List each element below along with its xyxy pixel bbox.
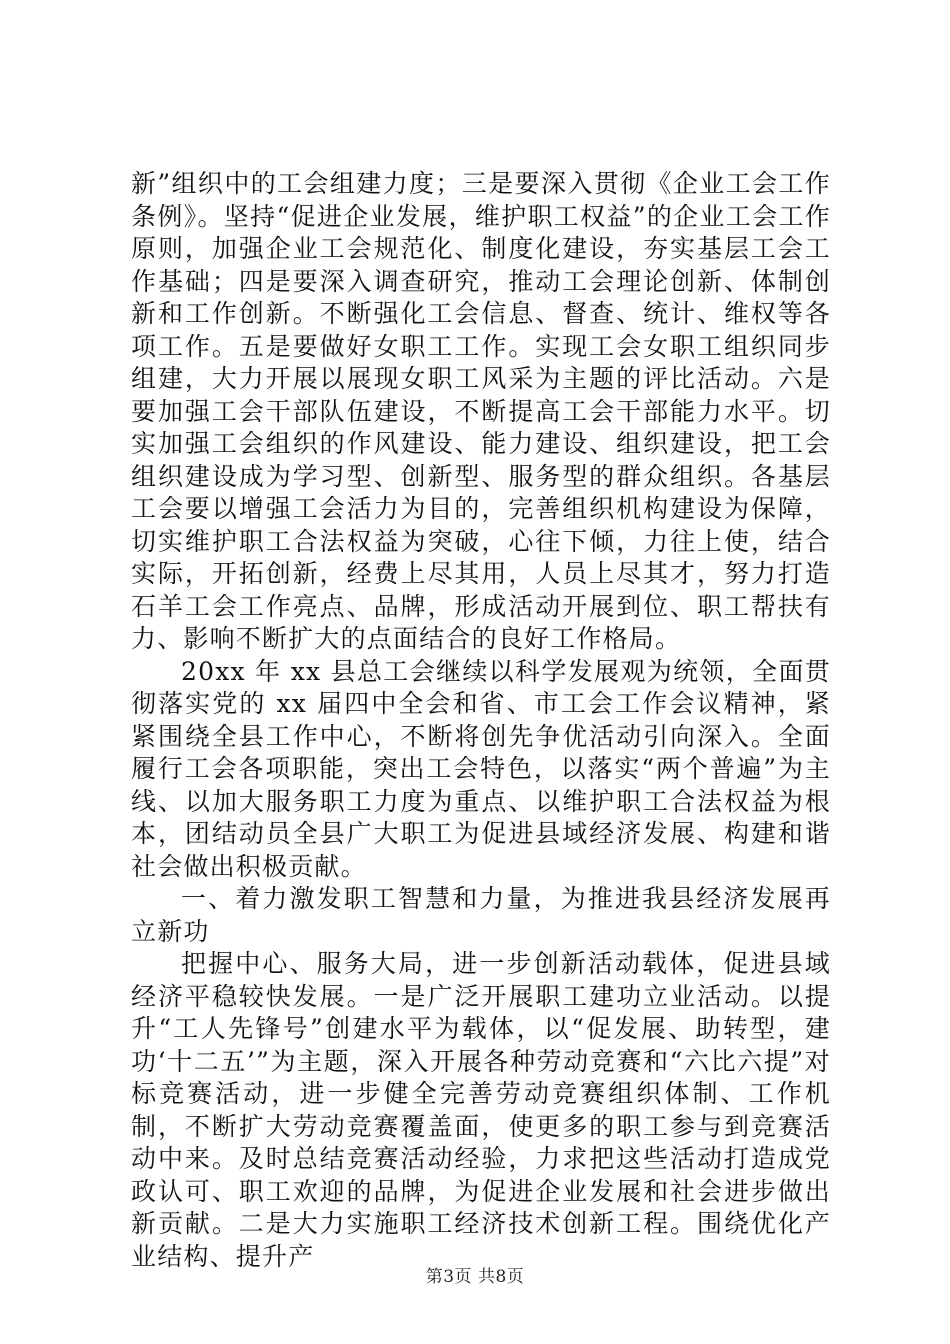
document-body	[131, 168, 831, 1273]
paragraph-continuation: 新”组织中的工会组建力度；三是要深入贯彻《企业工会工作条例》。坚持“促进企业发展，维护职工权益”的企业工会工作原则，加强企业工会规范化、制度化建设，夯实基层工会工作基础；四是要深入调查研究，推动工会理论创新、体制创新和工作创新。不断强化工会信息、督查、统计、维权等各项工作。五是要做好女职工工作。实现工会女职工组织同步组建，大力开展以展现女职工风采为主题的评比活动。六是要加强工会干部队伍建设，不断提高工会干部能力水平。切实加强工会组织的作风建设、能力建设、组织建设，把工会组织建设成为学习型、创新型、服务型的群众组织。各基层工会要以增强工会活力为目的，完善组织机构建设为保障，切实维护职工合法权益为突破，心往下倾，力往上使，结合实际，开拓创新，经费上尽其用，人员上尽其才，努力打造石羊工会工作亮点、品牌，形成活动开展到位、职工帮扶有力、影响不断扩大的点面结合的良好工作格局。	[131, 169, 831, 653]
paragraph-annual-plan: 20xx 年 xx 县总工会继续以科学发展观为统领，全面贯彻落实党的 xx 届四中全会和省、市工会工作会议精神，紧紧围绕全县工作中心，不断将创先争优活动引向深入。全面履行工会各项职能，突出工会特色，以落实“两个普遍”为主线、以加大服务职工力度为重点、以维护职工合法权益为根本，团结动员全县广大职工为促进县域经济发展、构建和谐社会做出积极贡献。	[131, 656, 831, 881]
section-heading-1: 一、着力激发职工智慧和力量，为推进我县经济发展再立新功	[131, 884, 831, 946]
page-number-footer: 第3页 共8页	[425, 1267, 525, 1287]
paragraph-section-1-body: 把握中心、服务大局，进一步创新活动载体，促进县域经济平稳较快发展。一是广泛开展职工建功立业活动。以提升“工人先锋号”创建水平为载体，以“促发展、助转型，建功‘十二五’”为主题，深入开展各种劳动竞赛和“六比六提”对标竞赛活动，进一步健全完善劳动竞赛组织体制、工作机制，不断扩大劳动竞赛覆盖面，使更多的职工参与到竞赛活动中来。及时总结竞赛活动经验，力求把这些活动打造成党政认可、职工欢迎的品牌，为促进企业发展和社会进步做出新贡献。二是大力实施职工经济技术创新工程。围绕优化产业结构、提升产	[131, 949, 831, 1271]
